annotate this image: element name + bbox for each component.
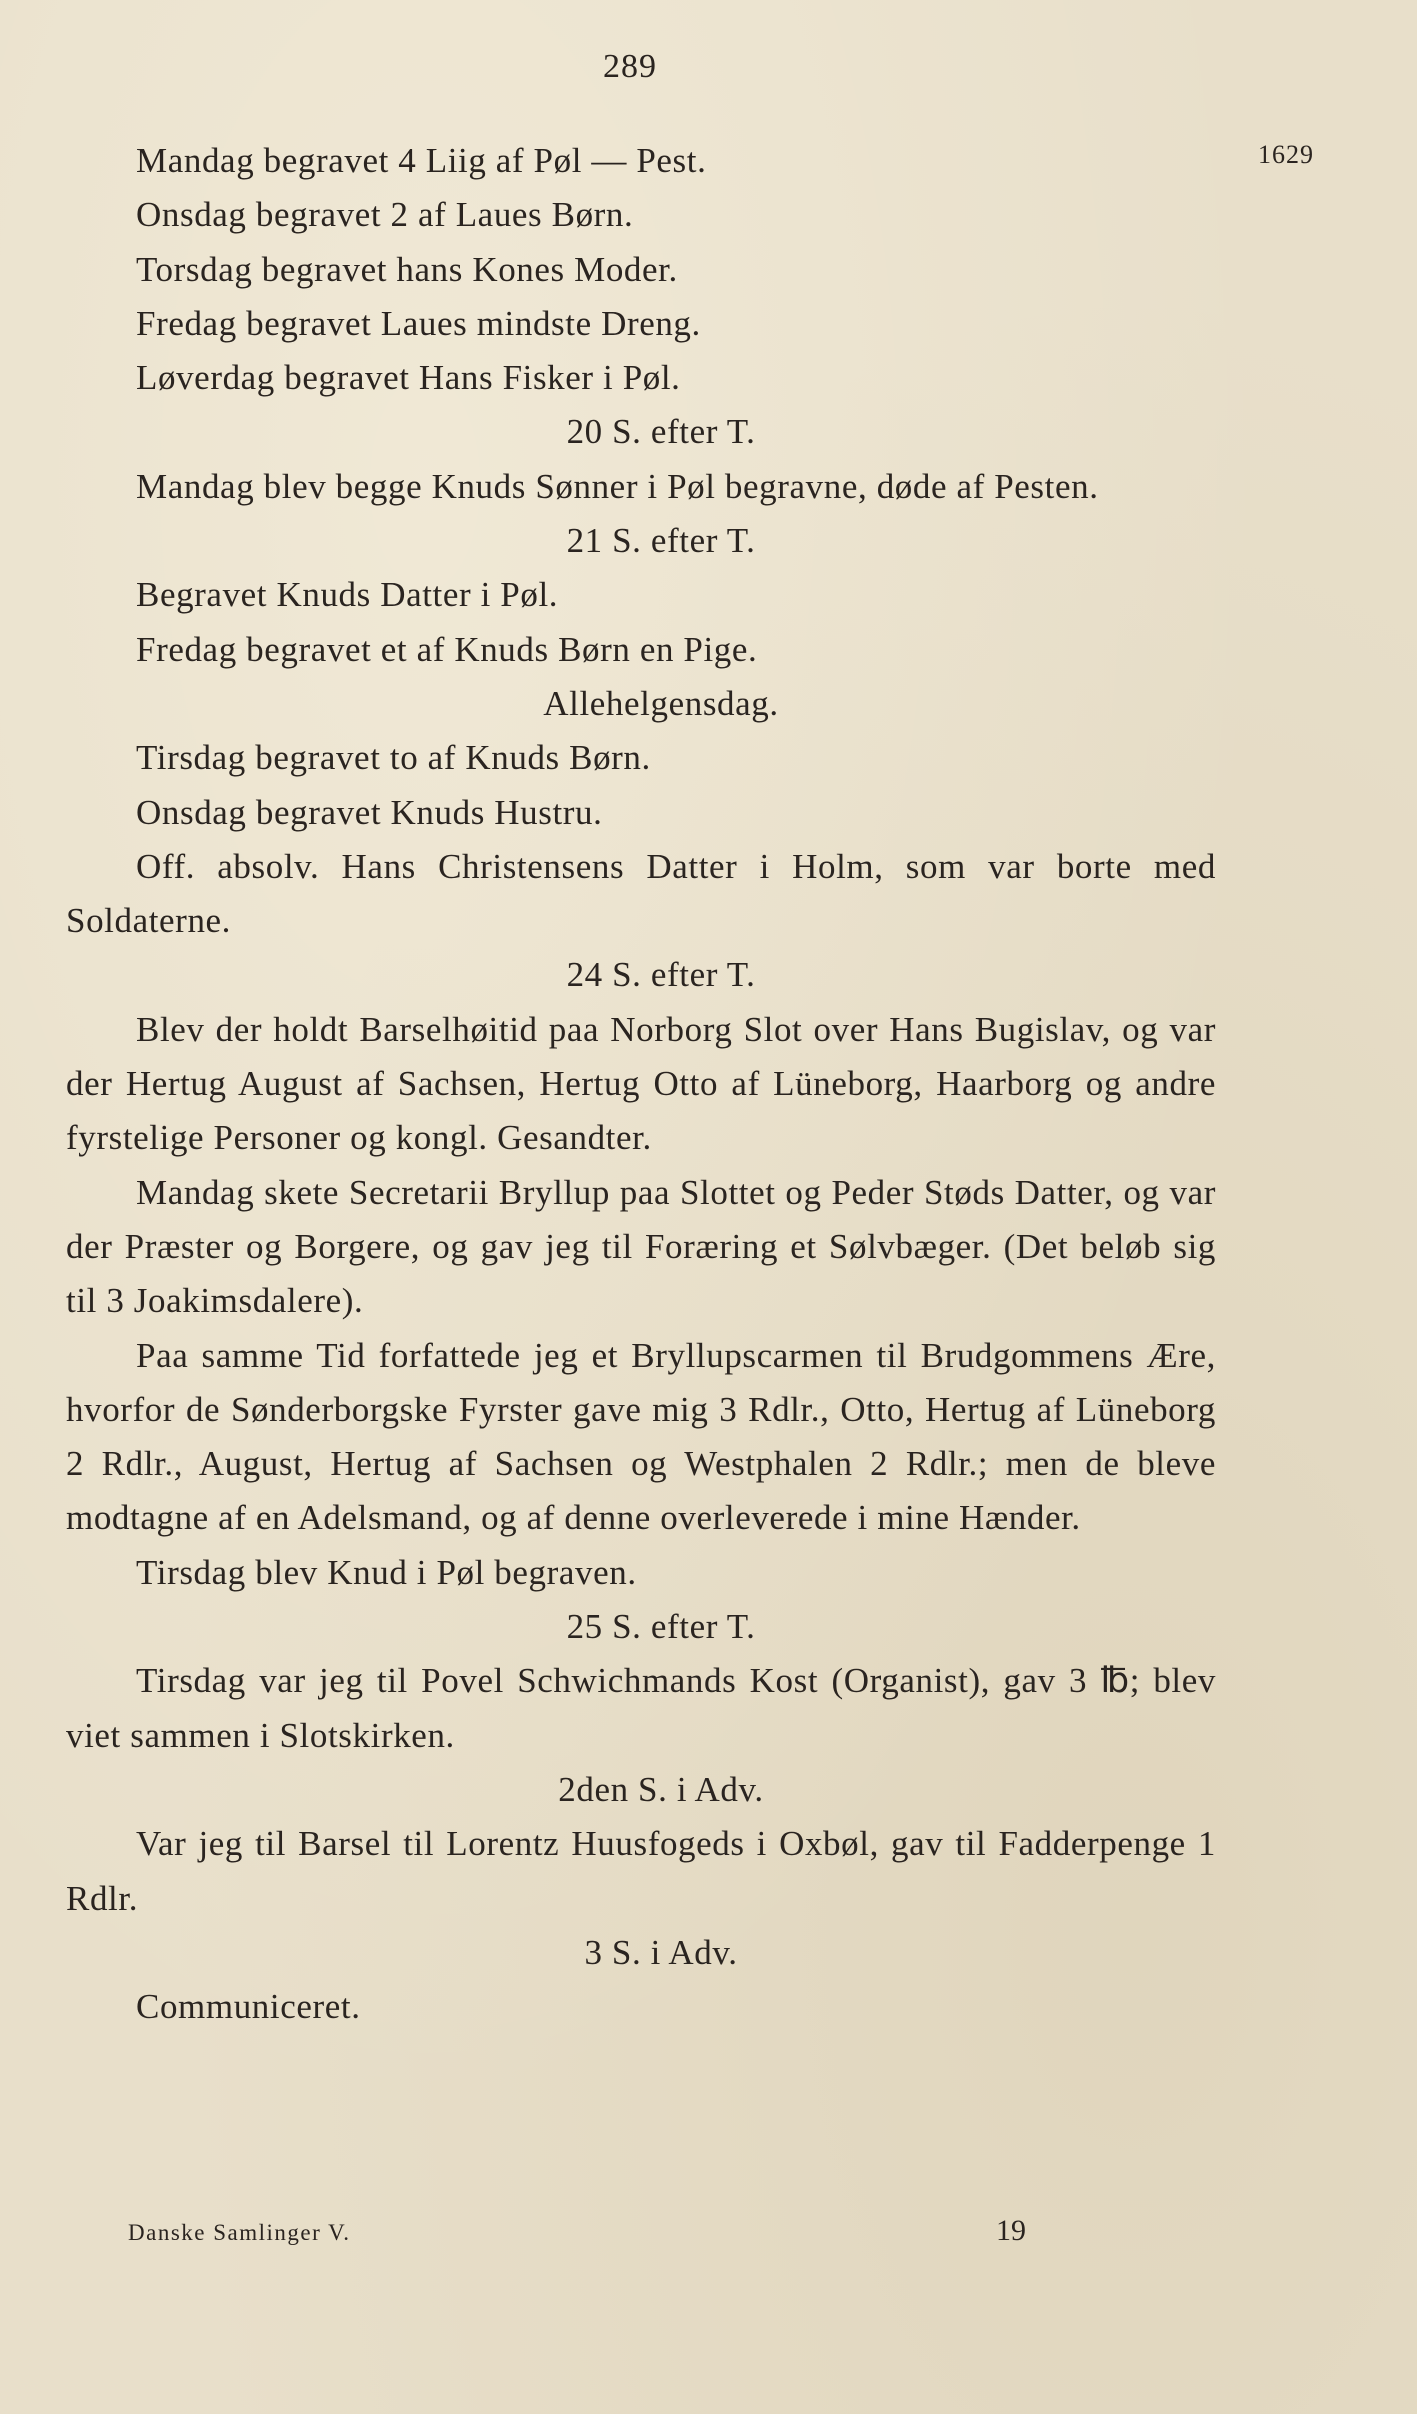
section-heading: 2den S. i Adv. <box>558 1769 764 1809</box>
paragraph: Fredag begravet et af Knuds Børn en Pige. <box>136 629 758 669</box>
body-text <box>66 134 1216 2034</box>
section-heading: Allehelgensdag. <box>543 683 779 723</box>
paragraph: Onsdag begravet 2 af Laues Børn. <box>136 195 634 235</box>
paragraph: Begravet Knuds Datter i Pøl. <box>136 575 559 615</box>
section-heading: 20 S. efter T. <box>566 412 756 452</box>
paragraph: Var jeg til Barsel til Lorentz Huusfogeds i Oxbøl, gav til Fadderpenge 1 Rdlr. <box>66 1824 1216 1918</box>
margin-year: 1629 <box>1258 140 1314 169</box>
paragraph: Paa samme Tid forfattede jeg et Bryllupscarmen til Brudgommens Ære, hvorfor de Sønderborgske Fyrster gave mig 3 Rdlr., Otto, Hertug af Lüneborg 2 Rdlr., August, Hertug af Sachsen og Westphalen 2 Rdlr.; men de bleve modtagne af en Adelsmand, og af denne overleverede i mine Hænder. <box>66 1335 1216 1538</box>
page-number: 289 <box>603 48 657 85</box>
section-heading: 3 S. i Adv. <box>584 1932 738 1972</box>
paragraph: Tirsdag begravet to af Knuds Børn. <box>136 738 651 778</box>
section-heading: 25 S. efter T. <box>566 1607 756 1647</box>
paragraph: Løverdag begravet Hans Fisker i Pøl. <box>136 358 681 398</box>
paragraph: Tirsdag blev Knud i Pøl begraven. <box>136 1552 637 1592</box>
paragraph: Torsdag begravet hans Kones Moder. <box>136 249 678 289</box>
section-heading: 21 S. efter T. <box>566 521 756 561</box>
paragraph: Mandag begravet 4 Liig af Pøl — Pest. <box>136 141 707 180</box>
paragraph: Fredag begravet Laues mindste Dreng. <box>136 303 701 343</box>
paragraph: Off. absolv. Hans Christensens Datter i Holm, som var borte med Soldaterne. <box>66 846 1216 941</box>
paragraph: Onsdag begravet Knuds Hustru. <box>136 792 603 832</box>
footer-signature: 19 <box>996 2214 1026 2247</box>
paragraph: Mandag blev begge Knuds Sønner i Pøl begravne, døde af Pesten. <box>136 466 1099 506</box>
paragraph: Mandag skete Secretarii Bryllup paa Slottet og Peder Støds Datter, og var der Præster og Borgere, og gav jeg til Foræring et Sølvbæger. (Det beløb sig til 3 Joakimsdalere). <box>66 1172 1216 1321</box>
section-heading: 24 S. efter T. <box>566 955 756 995</box>
paragraph: Blev der holdt Barselhøitid paa Norborg Slot over Hans Bugislav, og var der Hertug August af Sachsen, Hertug Otto af Lüneborg, Haarborg og andre fyrstelige Personer og kongl. Gesandter. <box>66 1009 1216 1158</box>
paragraph: Tirsdag var jeg til Povel Schwichmands Kost (Organist), gav 3 ℔; blev viet sammen i Slotskirken. <box>66 1661 1216 1755</box>
footer-collection: Danske Samlinger V. <box>128 2220 351 2245</box>
paragraph: Communiceret. <box>136 1987 361 2027</box>
